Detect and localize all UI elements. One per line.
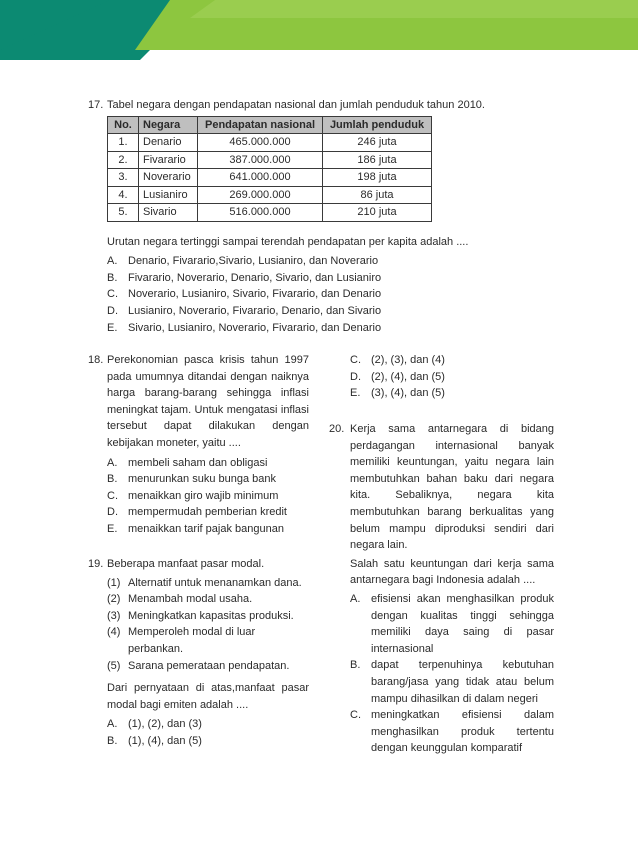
statement-item <box>107 575 309 592</box>
cell-no: 4. <box>108 186 139 204</box>
option-letter: B. <box>107 473 118 486</box>
option-letter: A. <box>107 718 118 731</box>
option-b[interactable] <box>350 657 554 707</box>
statement-label: (1) <box>107 576 121 589</box>
option-b[interactable] <box>107 471 309 488</box>
option-d[interactable] <box>350 369 555 386</box>
option-text: Sivario, Lusianiro, Noverario, Fivarario, dan Denario <box>128 321 382 334</box>
statement-text: Meningkatkan kapasitas produksi. <box>128 609 294 622</box>
question-stem: Tabel negara dengan pendapatan nasional dan jumlah penduduk tahun 2010. <box>107 99 485 111</box>
cell-population: 246 juta <box>323 134 432 152</box>
cell-country: Sivario <box>139 204 198 222</box>
table-row <box>108 169 432 187</box>
question-number: 19. <box>88 558 104 570</box>
table-row <box>108 151 432 169</box>
option-e[interactable] <box>107 320 508 337</box>
cell-population: 198 juta <box>323 169 432 187</box>
option-text: Lusianiro, Noverario, Fivarario, Denario, dan Sivario <box>128 304 382 317</box>
statement-item <box>107 658 309 675</box>
statement-item <box>107 608 309 625</box>
question-prompt: Urutan negara tertinggi sampai terendah pendapatan per kapita adalah .... <box>107 235 469 248</box>
header-cell: Pendapatan nasional <box>198 116 323 134</box>
header-cell: No. <box>108 116 139 134</box>
option-c[interactable] <box>350 707 554 757</box>
statement-label: (4) <box>107 626 121 639</box>
option-text: (3), (4), dan (5) <box>371 387 445 400</box>
question-number: 20. <box>329 423 345 435</box>
cell-income: 269.000.000 <box>198 186 323 204</box>
income-population-table <box>107 116 432 222</box>
question-17 <box>88 97 508 336</box>
table-row <box>108 204 432 222</box>
option-text: efisiensi akan menghasilkan produk dengan kualitas tinggi sehingga memiliki daya saing di pasar internasional <box>371 592 554 655</box>
option-letter: A. <box>350 592 361 605</box>
header-cell: Negara <box>139 116 198 134</box>
cell-country: Lusianiro <box>139 186 198 204</box>
option-text: menaikkan tarif pajak bangunan <box>128 522 284 535</box>
option-text: (1), (2), dan (3) <box>128 718 202 731</box>
question-19 <box>88 556 309 750</box>
option-text: (2), (4), dan (5) <box>371 370 445 383</box>
option-text: mempermudah pemberian kredit <box>128 506 287 519</box>
option-d[interactable] <box>107 303 508 320</box>
statement-item <box>107 624 309 657</box>
cell-population: 210 juta <box>323 204 432 222</box>
cell-country: Denario <box>139 134 198 152</box>
question-19-continued <box>350 352 555 402</box>
cell-income: 387.000.000 <box>198 151 323 169</box>
option-text: Noverario, Lusianiro, Sivario, Fivarario, dan Denario <box>128 288 382 301</box>
option-letter: B. <box>107 734 118 747</box>
table-row <box>108 186 432 204</box>
option-text: (1), (4), dan (5) <box>128 734 202 747</box>
cell-no: 3. <box>108 169 139 187</box>
option-c[interactable] <box>350 352 555 369</box>
cell-income: 516.000.000 <box>198 204 323 222</box>
option-a[interactable] <box>107 253 508 270</box>
table-header-row <box>108 116 432 134</box>
question-prompt: Salah satu keuntungan dari kerja sama antarnegara bagi Indonesia adalah .... <box>350 557 554 587</box>
table-row <box>108 134 432 152</box>
statement-label: (5) <box>107 659 121 672</box>
cell-no: 5. <box>108 204 139 222</box>
question-stem: Beberapa manfaat pasar modal. <box>107 558 265 570</box>
option-letter: A. <box>107 255 118 268</box>
option-text: dapat terpenuhinya kebutuhan barang/jasa yang tidak atau belum mampu dihasilkan di dalam negeri <box>371 659 554 705</box>
question-number: 18. <box>88 354 104 366</box>
option-letter: C. <box>350 709 361 722</box>
option-letter: E. <box>350 387 361 400</box>
option-c[interactable] <box>107 286 508 303</box>
option-a[interactable] <box>107 716 309 733</box>
option-letter: D. <box>107 304 118 317</box>
option-text: menurunkan suku bunga bank <box>128 473 276 486</box>
statement-label: (2) <box>107 593 121 606</box>
option-letter: E. <box>107 522 118 535</box>
question-number: 17. <box>88 99 104 111</box>
statement-label: (3) <box>107 609 121 622</box>
option-b[interactable] <box>107 270 508 287</box>
cell-income: 641.000.000 <box>198 169 323 187</box>
option-letter: B. <box>350 659 361 672</box>
option-text: menaikkan giro wajib minimum <box>128 489 279 502</box>
option-a[interactable] <box>350 591 554 657</box>
option-letter: A. <box>107 456 118 469</box>
option-b[interactable] <box>107 733 309 750</box>
cell-country: Noverario <box>139 169 198 187</box>
question-prompt: Dari pernyataan di atas,manfaat pasar modal bagi emiten adalah .... <box>107 682 309 711</box>
cell-population: 186 juta <box>323 151 432 169</box>
statement-text: Memperoleh modal di luar perbankan. <box>128 626 256 655</box>
statement-text: Alternatif untuk menanamkan dana. <box>128 576 302 589</box>
question-stem: Kerja sama antarnegara di bidang perdagangan internasional banyak memiliki keuntungan, yaitu negara lain membutuhkan bahan baku dari negara kita. Sebaliknya, negara kita membutuhkan barang berkualitas yang belum mampu diproduksi sendiri dari negara lain. <box>350 423 554 552</box>
cell-no: 1. <box>108 134 139 152</box>
header-banner <box>0 0 638 60</box>
question-20 <box>329 421 554 757</box>
option-text: (2), (3), dan (4) <box>371 354 445 366</box>
option-letter: D. <box>107 506 118 519</box>
cell-no: 2. <box>108 151 139 169</box>
option-c[interactable] <box>107 488 309 505</box>
option-letter: B. <box>107 271 118 284</box>
option-letter: C. <box>107 489 118 502</box>
question-18 <box>88 352 309 538</box>
cell-population: 86 juta <box>323 186 432 204</box>
statement-text: Sarana pemerataan pendapatan. <box>128 659 290 672</box>
option-text: Fivarario, Noverario, Denario, Sivario, dan Lusianiro <box>128 271 382 284</box>
header-cell: Jumlah penduduk <box>323 116 432 134</box>
option-letter: C. <box>107 288 118 301</box>
statement-item <box>107 591 309 608</box>
option-e[interactable] <box>107 521 309 538</box>
option-a[interactable] <box>107 455 309 472</box>
statement-text: Menambah modal usaha. <box>128 593 253 606</box>
cell-country: Fivarario <box>139 151 198 169</box>
option-d[interactable] <box>107 504 309 521</box>
option-text: Denario, Fivarario,Sivario, Lusianiro, dan Noverario <box>128 255 379 268</box>
option-letter: C. <box>350 354 361 366</box>
option-e[interactable] <box>350 385 555 402</box>
option-letter: E. <box>107 321 118 334</box>
option-text: membeli saham dan obligasi <box>128 456 268 469</box>
option-text: meningkatkan efisiensi dalam menghasilkan produk tertentu dengan keunggulan komparatif <box>371 709 554 755</box>
option-letter: D. <box>350 370 361 383</box>
cell-income: 465.000.000 <box>198 134 323 152</box>
question-stem: Perekonomian pasca krisis tahun 1997 pada umumnya ditandai dengan naiknya harga barang-barang sehingga inflasi meningkat tajam. Untuk mengatasi inflasi tersebut dapat dilakukan dengan kebijakan moneter, yaitu .... <box>107 354 309 449</box>
